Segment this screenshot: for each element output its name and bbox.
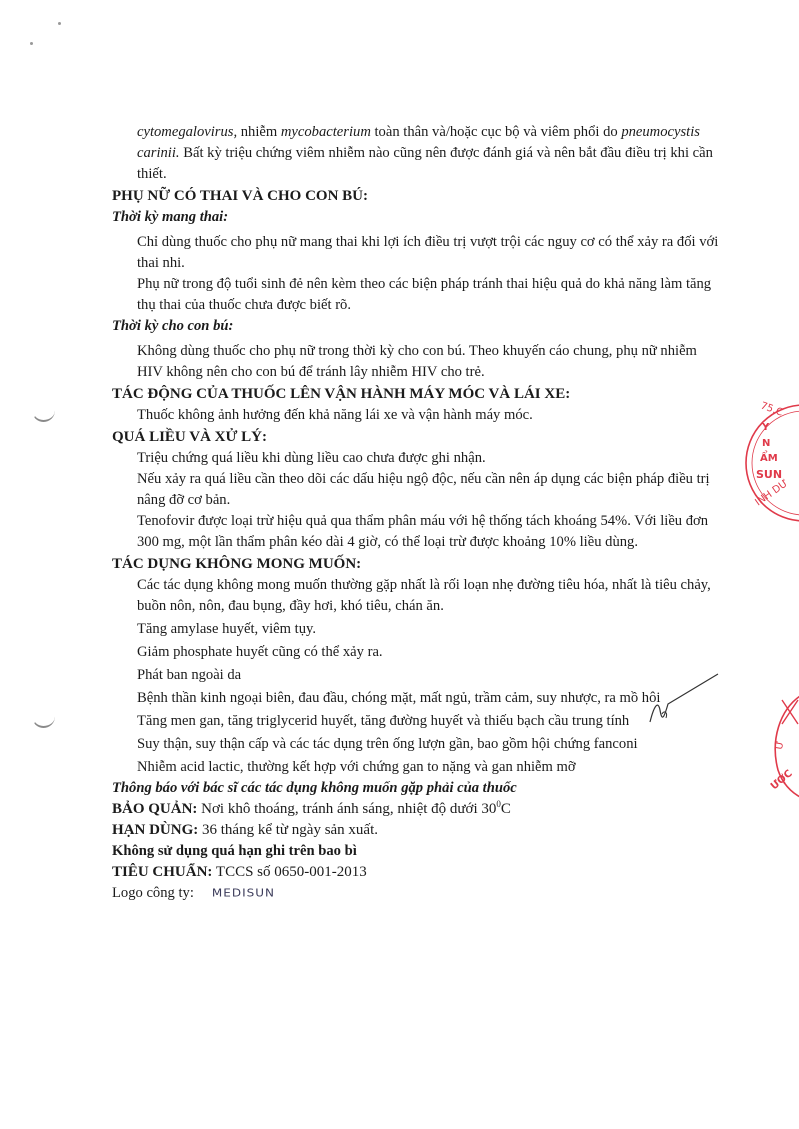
section-heading-driving: TÁC ĐỘNG CỦA THUỐC LÊN VẬN HÀNH MÁY MÓC VÀ LÁI XE: [112,386,571,402]
intro-line-1: cytomegalovirus, nhiễm mycobacterium toàn thân và/hoặc cục bộ và viêm phổi do pneumocystis [137,124,700,140]
expiry-line: HẠN DÙNG: 36 tháng kể từ ngày sản xuất. [112,822,379,838]
intro-line-2: carinii. Bất kỳ triệu chứng viêm nhiễm nào cũng nên được đánh giá và nên bắt đầu điều trị khi cần [137,145,713,161]
doctor-notice: Thông báo với bác sĩ các tác dụng không muốn gặp phải của thuốc [112,780,517,796]
side-effect-item: Tăng amylase huyết, viêm tụy. [137,621,316,637]
document-body [112,122,762,904]
side-effect-item: Bệnh thần kinh ngoại biên, đau đầu, chóng mặt, mất ngủ, trầm cảm, suy nhược, ra mồ hôi [137,690,661,706]
company-stamp-partial [760,690,799,800]
pregnancy-para-2-line-2: thụ thai của thuốc chưa được biết rõ. [137,297,351,313]
side-effect-item: Tăng men gan, tăng triglycerid huyết, tăng đường huyết và thiếu bạch cầu trung tính [137,713,630,729]
breastfeeding-para-line-2: HIV không nên cho con bú để tránh lây nhiễm HIV cho trẻ. [137,364,485,380]
stamp-text: INH DƯ [753,477,791,509]
side-effect-item: Phát ban ngoài da [137,667,242,683]
scan-speck [58,22,61,25]
overdose-para-3-line-1: Tenofovir được loại trừ hiệu quả qua thẩm phân máu với hệ thống tách khoáng 54%. Với liều đơn [137,513,709,529]
section-heading-pregnancy: PHỤ NỮ CÓ THAI VÀ CHO CON BÚ: [112,188,368,204]
stamp-text: Y [762,422,770,433]
logo-line [112,883,762,904]
punch-hole-mark [32,712,55,728]
scan-speck [30,42,33,45]
standard-label: TIÊU CHUẨN: [112,864,213,880]
punch-hole-mark [32,406,55,422]
side-effect-item: buồn nôn, nôn, đau bụng, đầy hơi, khó tiêu, chán ăn. [137,598,444,614]
pregnancy-para-2-line-1: Phụ nữ trong độ tuổi sinh đẻ nên kèm theo các biện pháp tránh thai hiệu quả do khả năng làm tăng [137,276,712,292]
company-logo: MEDISUN [211,886,275,900]
subheading-breastfeeding: Thời kỳ cho con bú: [112,318,234,334]
side-effect-item: Giảm phosphate huyết cũng có thể xảy ra. [137,644,383,660]
stamp-text: Ư [774,740,787,751]
intro-line-3: thiết. [137,166,167,182]
standard-line: TIÊU CHUẨN: TCCS số 0650-001-2013 [112,864,367,880]
driving-para: Thuốc không ảnh hưởng đến khả năng lái xe và vận hành máy móc. [137,407,533,423]
stamp-text: ẨM [760,453,778,464]
overdose-para-3-line-2: 300 mg, một lần thẩm phân kéo dài 4 giờ, có thể loại trừ được khoảng 10% liều dùng. [137,534,638,550]
side-effect-item: Các tác dụng không mong muốn thường gặp nhất là rối loạn nhẹ đường tiêu hóa, nhất là tiêu chảy, [137,577,711,593]
expiry-label: HẠN DÙNG: [112,822,199,838]
overdose-para-2-line-2: nâng đỡ cơ bản. [137,492,231,508]
overdose-para-2-line-1: Nếu xảy ra quá liều cần theo dõi các dấu hiệu ngộ độc, nếu cần nên áp dụng các biện pháp điều trị [137,471,710,487]
signature-scribble [640,670,730,730]
storage-label: BẢO QUẢN: [112,801,198,817]
section-heading-side-effects: TÁC DỤNG KHÔNG MONG MUỐN: [112,556,362,572]
stamp-text: N [762,438,771,449]
breastfeeding-para-line-1: Không dùng thuốc cho phụ nữ trong thời kỳ cho con bú. Theo khuyến cáo chung, phụ nữ nhiễm [137,343,697,359]
subheading-pregnancy-period: Thời kỳ mang thai: [112,209,229,225]
side-effect-item: Suy thận, suy thận cấp và các tác dụng trên ống lượn gần, bao gồm hội chứng fanconi [137,736,638,752]
stamp-text: 75.C [758,400,785,419]
stamp-text: SUN [756,468,783,481]
storage-line: BẢO QUẢN: Nơi khô thoáng, tránh ánh sáng, nhiệt độ dưới $30^0C$ [112,799,511,817]
overdose-para-1: Triệu chứng quá liều khi dùng liều cao chưa được ghi nhận. [137,450,486,466]
pregnancy-para-1-line-2: thai nhi. [137,255,185,271]
no-expired-use-warning: Không sử dụng quá hạn ghi trên bao bì [112,843,357,859]
stamp-text: ƯỢC [768,768,795,793]
logo-label: Logo công ty: [112,885,194,901]
side-effect-item: Nhiễm acid lactic, thường kết hợp với chứng gan to nặng và gan nhiễm mỡ [137,759,576,775]
section-heading-overdose: QUÁ LIỀU VÀ XỬ LÝ: [112,429,268,445]
pregnancy-para-1-line-1: Chỉ dùng thuốc cho phụ nữ mang thai khi lợi ích điều trị vượt trội các nguy cơ có thể xảy ra đối với [137,234,719,250]
company-stamp [742,388,799,538]
